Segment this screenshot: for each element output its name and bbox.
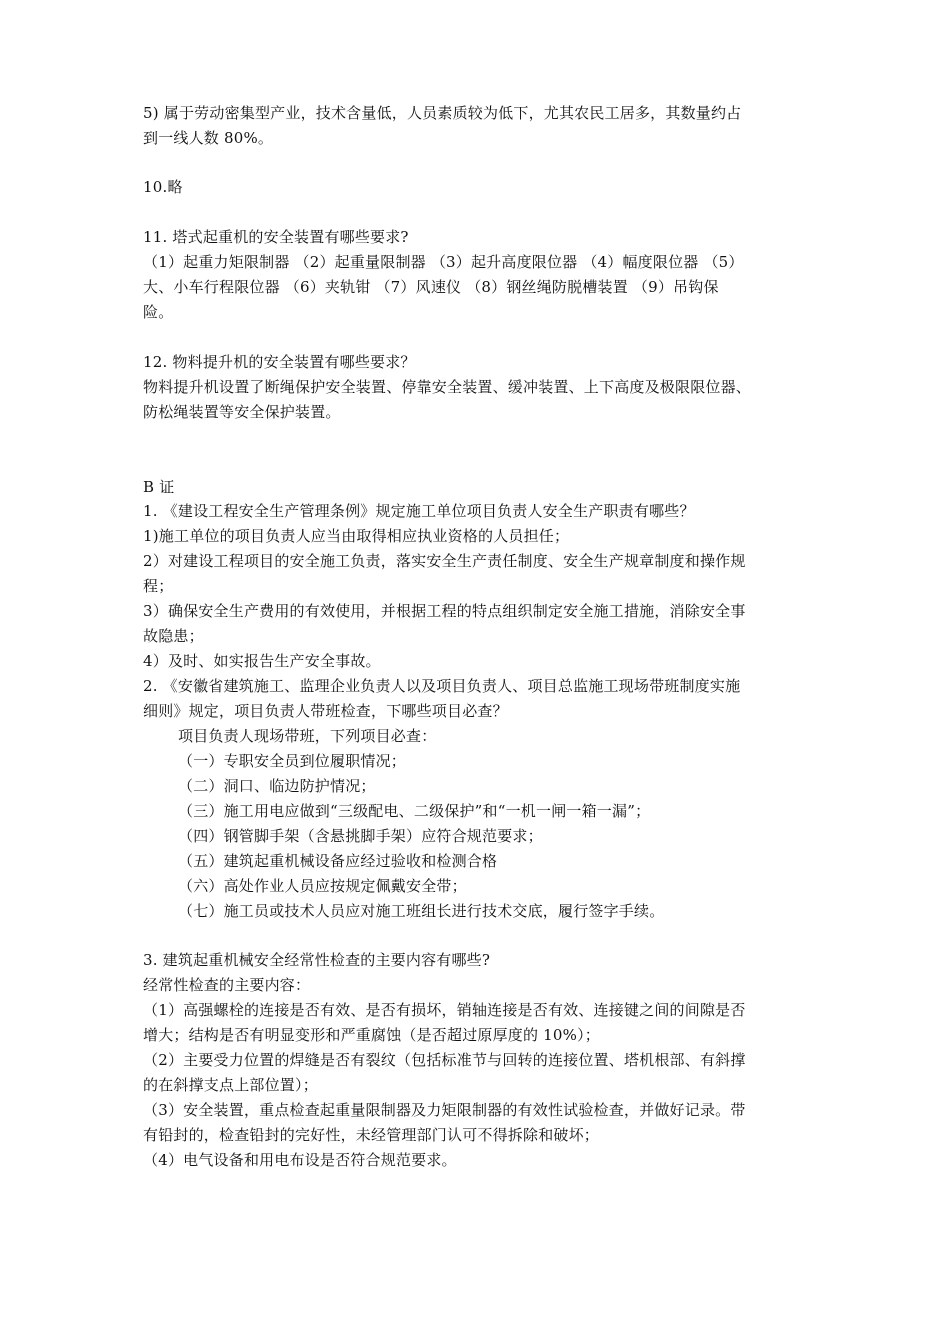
- text-line: （3）安全装置，重点检查起重量限制器及力矩限制器的有效性试验检查，并做好记录。带: [143, 1101, 746, 1119]
- text-line: 有铅封的，检查铅封的完好性，未经管理部门认可不得拆除和破坏；: [143, 1126, 600, 1144]
- text-line: 11. 塔式起重机的安全装置有哪些要求?: [143, 228, 409, 246]
- text-line: 细则》规定，项目负责人带班检查，下哪些项目必查？: [143, 702, 508, 720]
- text-line: 项目负责人现场带班，下列项目必查：: [178, 727, 437, 745]
- text-line: （六）高处作业人员应按规定佩戴安全带；: [178, 877, 467, 895]
- text-line: 2）对建设工程项目的安全施工负责，落实安全生产责任制度、安全生产规章制度和操作规: [143, 552, 746, 570]
- text-line: 险。: [143, 303, 174, 321]
- text-line: （四）钢管脚手架（含悬挑脚手架）应符合规范要求；: [178, 827, 543, 845]
- text-line: 到一线人数 80%。: [143, 129, 274, 147]
- text-line: 1. 《建设工程安全生产管理条例》规定施工单位项目负责人安全生产职责有哪些？: [143, 502, 695, 520]
- text-line: 3. 建筑起重机械安全经常性检查的主要内容有哪些?: [143, 951, 491, 969]
- text-line: 1)施工单位的项目负责人应当由取得相应执业资格的人员担任；: [143, 527, 570, 545]
- text-line: B 证: [143, 478, 175, 496]
- text-line: 的在斜撑支点上部位置）；: [143, 1076, 318, 1094]
- text-line: （五）建筑起重机械设备应经过验收和检测合格: [178, 852, 498, 870]
- text-line: 物料提升机设置了断绳保护安全装置、停靠安全装置、缓冲装置、上下高度及极限限位器、: [143, 378, 752, 396]
- text-line: （2）主要受力位置的焊缝是否有裂纹（包括标准节与回转的连接位置、塔机根部、有斜撑: [143, 1051, 746, 1069]
- text-line: 大、小车行程限位器 （6）夹轨钳 （7）风速仪 （8）钢丝绳防脱槽装置 （9）吊钩保: [143, 278, 719, 296]
- text-line: 12. 物料提升机的安全装置有哪些要求？: [143, 353, 416, 371]
- text-line: 防松绳装置等安全保护装置。: [143, 403, 341, 421]
- text-line: 经常性检查的主要内容：: [143, 976, 311, 994]
- text-line: 2. 《安徽省建筑施工、监理企业负责人以及项目负责人、项目总监施工现场带班制度实施: [143, 677, 741, 695]
- text-line: （1）起重力矩限制器 （2）起重量限制器 （3）起升高度限位器 （4）幅度限位器 （5）: [143, 253, 744, 271]
- text-line: 故隐患；: [143, 627, 204, 645]
- text-line: （一）专职安全员到位履职情况；: [178, 752, 407, 770]
- text-line: 程；: [143, 577, 174, 595]
- text-line: （二）洞口、临边防护情况；: [178, 777, 376, 795]
- text-line: （1）高强螺栓的连接是否有效、是否有损坏，销轴连接是否有效、连接键之间的间隙是否: [143, 1001, 746, 1019]
- text-line: （三）施工用电应做到“三级配电、二级保护”和“一机一闸一箱一漏”；: [178, 802, 651, 820]
- text-line: （七）施工员或技术人员应对施工班组长进行技术交底，履行签字手续。: [178, 902, 665, 920]
- text-line: （4）电气设备和用电布设是否符合规范要求。: [143, 1151, 457, 1169]
- text-line: 5) 属于劳动密集型产业，技术含量低，人员素质较为低下，尤其农民工居多，其数量约占: [143, 104, 742, 122]
- text-line: 4）及时、如实报告生产安全事故。: [143, 652, 381, 670]
- text-line: 3）确保安全生产费用的有效使用，并根据工程的特点组织制定安全施工措施，消除安全事: [143, 602, 746, 620]
- text-line: 10.略: [143, 178, 183, 196]
- text-line: 增大；结构是否有明显变形和严重腐蚀（是否超过原厚度的 10%）；: [143, 1026, 601, 1044]
